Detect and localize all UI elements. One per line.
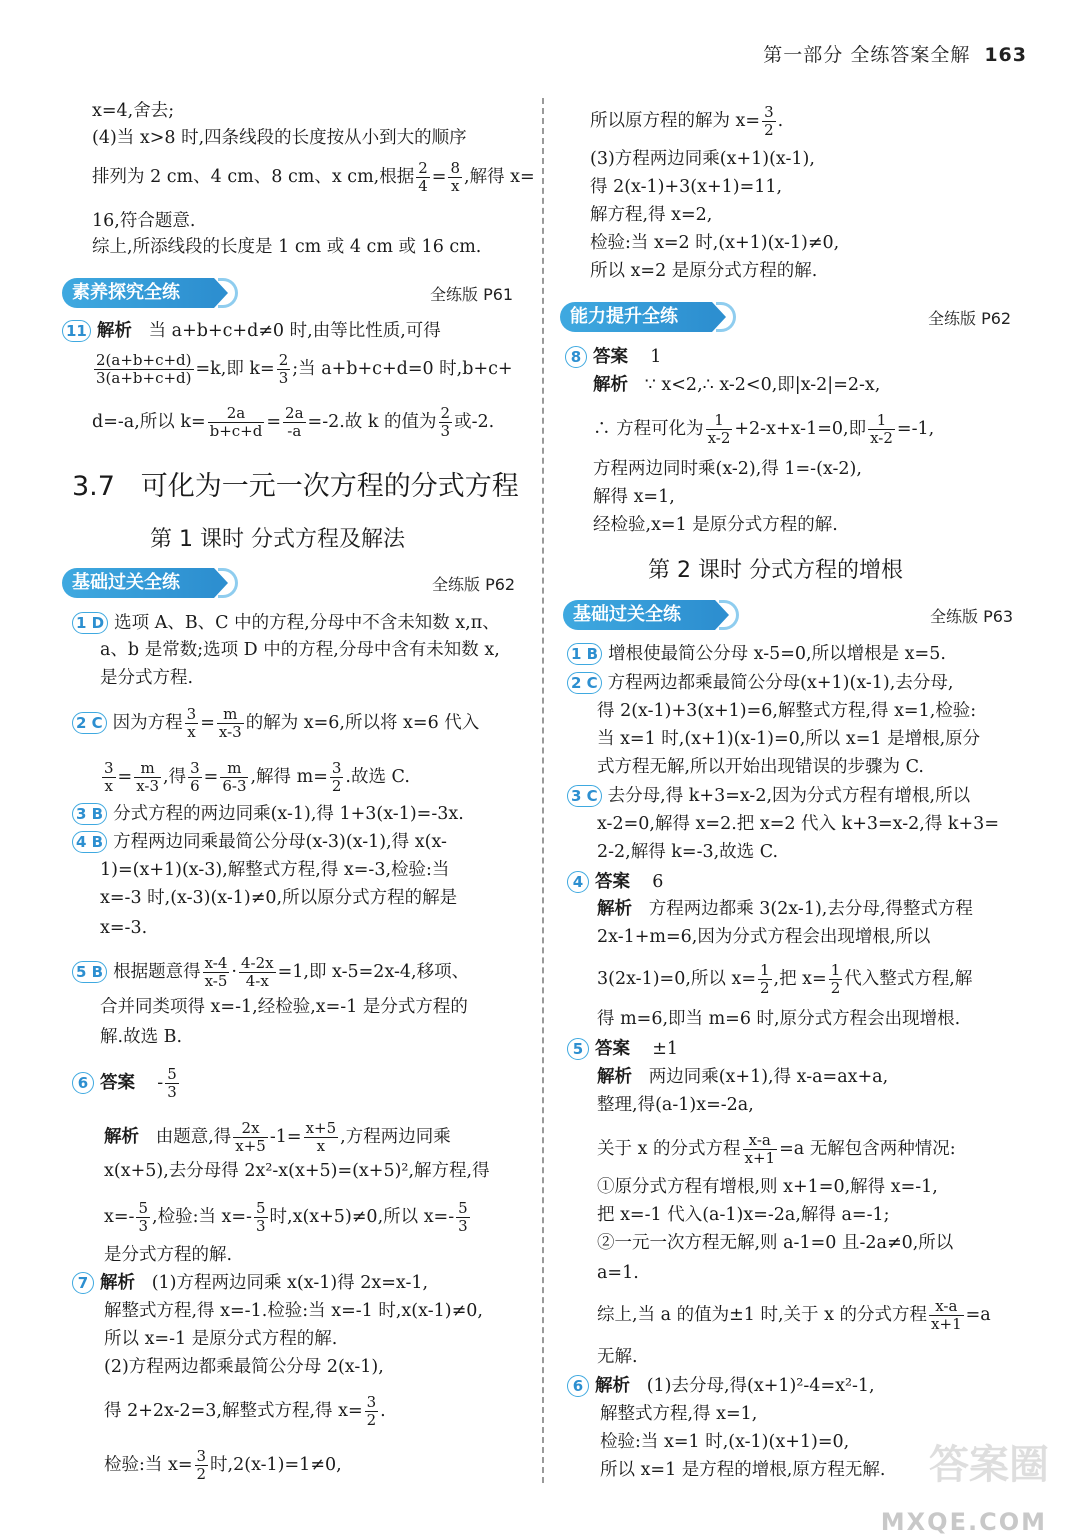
page-ref: 全练版 P61 — [430, 285, 514, 304]
text-line: 合并同类项得 x=-1,经检验,x=-1 是分式方程的 — [100, 997, 468, 1017]
text-line: 整理,得(a-1)x=-2a, — [597, 1095, 754, 1115]
text-line: 解方程,得 x=2, — [590, 205, 713, 225]
text-line: 是分式方程的解. — [104, 1245, 233, 1265]
section-tag: 基础过关全练 — [563, 600, 715, 630]
text-line: 2x-1+m=6,因为分式方程会出现增根,所以 — [597, 927, 931, 947]
section-label: 第一部分 全练答案全解 — [763, 44, 971, 66]
text-line: $\frac{2(a+b+c+d)}{3(a+b+c+d)}$ =k,即 k= $\frac{2}{3}$ ;当 a+b+c+d=0 时,b+c+ — [96, 351, 513, 387]
text-line: 得 2(x-1)+3(x+1)=11, — [590, 177, 783, 197]
text-line: 解.故选 B. — [100, 1027, 183, 1047]
text-line: 得 m=6,即当 m=6 时,原分式方程会出现增根. — [597, 1009, 961, 1029]
answer-p2: 2 C 方程两边都乘最简公分母(x+1)(x-1),去分母, — [567, 672, 953, 694]
page-ref: 全练版 P62 — [928, 309, 1012, 328]
text-line: 检验:当 x=2 时,(x+1)(x-1)≠0, — [590, 233, 840, 253]
text-line: 2-2,解得 k=-3,故选 C. — [597, 842, 779, 862]
text-line: 无解. — [597, 1347, 638, 1367]
text-line: 得 2(x-1)+3(x+1)=6,解整式方程,得 x=1,检验: — [597, 701, 977, 721]
text-line: x=-3 时,(x-3)(x-1)≠0,所以原分式方程的解是 — [100, 888, 458, 908]
page-ref: 全练版 P62 — [432, 575, 516, 594]
answer-8: 8 答案 1 — [565, 346, 661, 368]
section-tag: 素养探究全练 — [62, 278, 214, 308]
text-line: ①原分式方程有增根,则 x+1=0,解得 x=-1, — [597, 1177, 938, 1197]
text-line: 1)=(x+1)(x-3),解整式方程,得 x=-3,检验:当 — [100, 860, 450, 880]
page-header — [763, 40, 1027, 67]
lesson-title: 第 2 课时 分式方程的增根 — [648, 558, 903, 583]
answer-6: 6 答案 - $\frac{5}{3}$ — [72, 1066, 181, 1101]
text-line: 检验:当 x= $\frac{3}{2}$ 时,2(x-1)=1≠0, — [104, 1447, 342, 1483]
watermark-site: MXQE.COM — [880, 1508, 1047, 1536]
section-title: 3.7 可化为一元一次方程的分式方程 — [72, 471, 519, 502]
text-line: x=- $\frac{5}{3}$ ,检验:当 x=- $\frac{5}{3}$ 时,x(x+5)≠0,所以 x=- $\frac{5}{3}$ — [104, 1199, 468, 1235]
text-line: d=-a,所以 k= $\frac{2a}{b+c+d}$ = $\frac{2a}{-a}$ =-2.故 k 的值为 $\frac{2}{3}$ 或-2. — [92, 404, 495, 440]
text-line: (2)方程两边都乘最简公分母 2(x-1), — [104, 1357, 384, 1377]
text-line: a、b 是常数;选项 D 中的方程,分母中含有未知数 x, — [100, 640, 500, 660]
text-line: 解析 由题意,得 $\frac{2x}{x+5}$ -1= $\frac{x+5}{x}$ ,方程两边同乘 — [104, 1119, 451, 1155]
text-line: 解析 两边同乘(x+1),得 x-a=ax+a, — [597, 1067, 889, 1087]
text-line: x-2=0,解得 x=2.把 x=2 代入 k+3=x-2,得 k+3= — [597, 814, 999, 834]
page-ref: 全练版 P63 — [930, 607, 1014, 626]
text-line: 所以 x=2 是原分式方程的解. — [590, 261, 818, 281]
text-line: 所以 x=1 是方程的增根,原方程无解. — [600, 1460, 886, 1480]
text-line: 解析 ∵ x<2,∴ x-2<0,即|x-2|=2-x, — [593, 375, 881, 395]
answer-p3: 3 C 去分母,得 k+3=x-2,因为分式方程有增根,所以 — [567, 785, 970, 807]
text-line: $\frac{3}{x}$ = $\frac{m}{x-3}$ ,得 $\frac{3}{6}$ = $\frac{m}{6-3}$ ,解得 m= $\frac{3}{2}$ .故选 C. — [104, 759, 410, 795]
section-tag: 基础过关全练 — [62, 568, 214, 598]
text-line: 关于 x 的分式方程 $\frac{x-a}{x+1}$ =a 无解包含两种情况: — [597, 1131, 956, 1167]
text-line: 把 x=-1 代入(a-1)x=-2a,解得 a=-1; — [597, 1205, 890, 1225]
text-line: 解整式方程,得 x=-1.检验:当 x=-1 时,x(x-1)≠0, — [104, 1301, 483, 1321]
answer-1: 1 D 选项 A、B、C 中的方程,分母中不含未知数 x,π、 — [72, 612, 500, 634]
text-line: (4)当 x>8 时,四条线段的长度按从小到大的顺序 — [92, 128, 467, 148]
text-line: 排列为 2 cm、4 cm、8 cm、x cm,根据 $\frac{2}{4}$ = $\frac{8}{x}$ ,解得 x= — [92, 159, 535, 195]
text-line: a=1. — [597, 1263, 639, 1283]
answer-5: 5 B 根据题意得 $\frac{x-4}{x-5}$ · $\frac{4-2x}{4-x}$ =1,即 x-5=2x-4,移项、 — [72, 955, 469, 990]
text-line: x=-3. — [100, 918, 148, 938]
text-line: 式方程无解,所以开始出现错误的步骤为 C. — [597, 757, 924, 777]
answer-p4: 4 答案 6 — [567, 871, 663, 893]
text-line: 方程两边同时乘(x-2),得 1=-(x-2), — [593, 459, 862, 479]
text-line: 得 2+2x-2=3,解整式方程,得 x= $\frac{3}{2}$ . — [104, 1393, 386, 1429]
text-line: 解得 x=1, — [593, 487, 675, 507]
text-line: 是分式方程. — [100, 668, 194, 688]
text-line: x=4,舍去; — [92, 101, 175, 121]
text-line: 经检验,x=1 是原分式方程的解. — [593, 515, 838, 535]
answer-7: 7 解析 (1)方程两边同乘 x(x-1)得 2x=x-1, — [72, 1272, 428, 1294]
column-divider — [542, 98, 544, 1483]
text-line: 检验:当 x=1 时,(x-1)(x+1)=0, — [600, 1432, 850, 1452]
text-line: x(x+5),去分母得 2x²-x(x+5)=(x+5)²,解方程,得 — [104, 1161, 490, 1181]
text-line: 所以 x=-1 是原分式方程的解. — [104, 1329, 338, 1349]
text-line: 3(2x-1)=0,所以 x= $\frac{1}{2}$ ,把 x= $\frac{1}{2}$ 代入整式方程,解 — [597, 961, 973, 997]
lesson-title: 第 1 课时 分式方程及解法 — [150, 527, 405, 552]
answer-11: 11 解析 当 a+b+c+d≠0 时,由等比性质,可得 — [62, 320, 441, 342]
text-line: ∴ 方程可化为 $\frac{1}{x-2}$ +2-x+x-1=0,即 $\frac{1}{x-2}$ =-1, — [593, 411, 935, 447]
text-line: (3)方程两边同乘(x+1)(x-1), — [590, 149, 815, 169]
answer-p5: 5 答案 ±1 — [567, 1038, 678, 1060]
answer-3: 3 B 分式方程的两边同乘(x-1),得 1+3(x-1)=-3x. — [72, 803, 464, 825]
text-line: 综上,当 a 的值为±1 时,关于 x 的分式方程 $\frac{x-a}{x+1}$ =a — [597, 1297, 991, 1333]
page-number: 163 — [984, 44, 1027, 66]
section-tag: 能力提升全练 — [560, 302, 712, 332]
text-line: 16,符合题意. — [92, 211, 196, 231]
text-line: ②一元一次方程无解,则 a-1=0 且-2a≠0,所以 — [597, 1233, 954, 1253]
question-number-badge: 11 — [62, 320, 91, 342]
text-line: 所以原方程的解为 x= $\frac{3}{2}$ . — [590, 103, 784, 139]
answer-p1: 1 B 增根使最简公分母 x-5=0,所以增根是 x=5. — [567, 643, 946, 665]
watermark-logo: 答案圈 — [929, 1442, 1049, 1488]
answer-p6: 6 解析 (1)去分母,得(x+1)²-4=x²-1, — [567, 1375, 875, 1397]
text-line: 综上,所添线段的长度是 1 cm 或 4 cm 或 16 cm. — [92, 237, 482, 257]
answer-4: 4 B 方程两边同乘最简公分母(x-3)(x-1),得 x(x- — [72, 831, 447, 853]
text-line: 解整式方程,得 x=1, — [600, 1404, 758, 1424]
answer-2: 2 C 因为方程 $\frac{3}{x}$ = $\frac{m}{x-3}$ 的解为 x=6,所以将 x=6 代入 — [72, 706, 479, 741]
text-line: 解析 方程两边都乘 3(2x-1),去分母,得整式方程 — [597, 899, 973, 919]
text-line: 当 x=1 时,(x+1)(x-1)=0,所以 x=1 是增根,原分 — [597, 729, 981, 749]
